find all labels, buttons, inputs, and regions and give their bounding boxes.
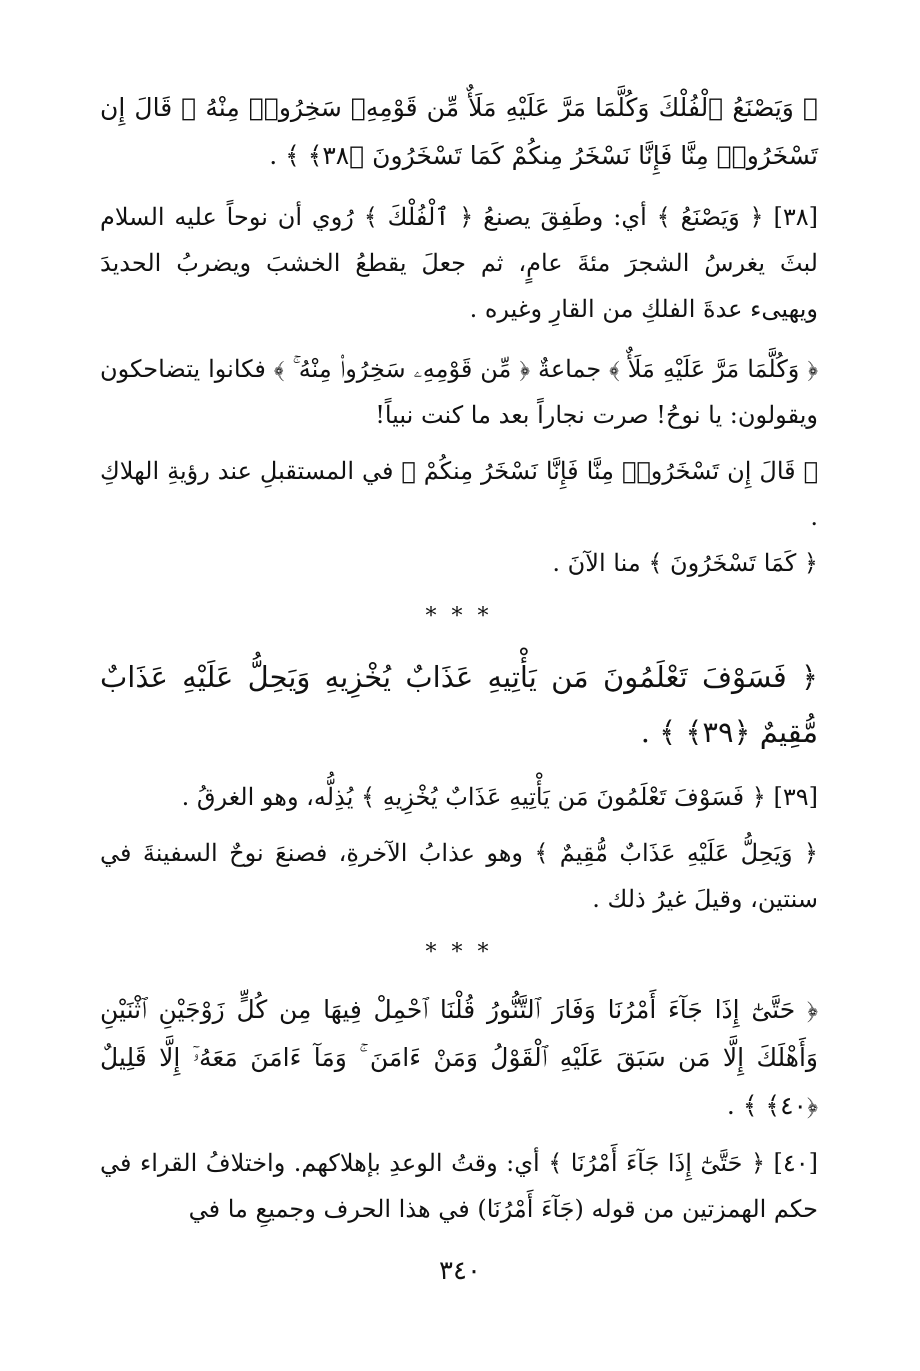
commentary-40: [٤٠] ﴿ حَتَّىٰٓ إِذَا جَآءَ أَمْرُنَا ﴾ أي: وقتُ الوعدِ بإهلاكهم. واختلافُ القراء في حكم الهمزتين من قوله (جَآءَ أَمْرُنَا) في هذا الحرف وجميعِ ما في (100, 1149, 819, 1223)
commentary-38-mockery: ﴿ وَكُلَّمَا مَرَّ عَلَيْهِ مَلَأٌ ﴾ جماعةٌ ﴿ مِّن قَوْمِهِۦ سَخِرُوا۟ مِنْهُ ۚ ﴾ فكانوا يتضاحكون ويقولون: يا نوحُ! صرت نجاراً بعد ما كنت نبياً! (100, 355, 818, 429)
commentary-38: [٣٨] ﴿ وَيَصْنَعُ ﴾ أي: وطَفِقَ يصنعُ ﴿ ٱلْفُلْكَ ﴾ رُوي أن نوحاً عليه السلام لبثَ يغرسُ الشجرَ مئةَ عامٍ، ثم جعلَ يقطعُ الخشبَ ويضربُ الحديدَ ويهيىء عدةَ الفلكِ من القارِ وغيره . (100, 203, 818, 323)
verse-38: ﴿ وَيَصْنَعُ ٱلْفُلْكَ وَكُلَّمَا مَرَّ عَلَيْهِ مَلَأٌ مِّن قَوْمِهِۦ سَخِرُوا۟ مِنْهُ ۚ قَالَ إِن تَسْخَرُوا۟ مِنَّا فَإِنَّا نَسْخَرُ مِنكُمْ كَمَا تَسْخَرُونَ ﴿٣٨﴾ ﴾ . (100, 93, 818, 170)
verse-39: ﴿ فَسَوْفَ تَعْلَمُونَ مَن يَأْتِيهِ عَذَابٌ يُخْزِيهِ وَيَحِلُّ عَلَيْهِ عَذَابٌ مُّقِيمٌ ﴿٣٩﴾ ﴾ . (100, 660, 818, 749)
section-separator: * * * (425, 940, 493, 965)
commentary-39: [٣٩] ﴿ فَسَوْفَ تَعْلَمُونَ مَن يَأْتِيهِ عَذَابٌ يُخْزِيهِ ﴾ يُذِلُّه، وهو الغرقُ . (181, 783, 818, 811)
section-separator: * * * (425, 604, 493, 629)
commentary-38-response: ﴿ قَالَ إِن تَسْخَرُوا۟ مِنَّا فَإِنَّا نَسْخَرُ مِنكُمْ ﴾ في المستقبلِ عند رؤيةِ الهلاكِ . (100, 457, 819, 531)
commentary-38-now: ﴿ كَمَا تَسْخَرُونَ ﴾ منا الآنَ . (552, 549, 818, 577)
page-body (100, 84, 818, 1232)
page-number: ٣٤٠ (439, 1256, 481, 1286)
commentary-39-punishment: ﴿ وَيَحِلُّ عَلَيْهِ عَذَابٌ مُّقِيمٌ ﴾ وهو عذابُ الآخرةِ، فصنعَ نوحٌ السفينةَ في سنتين، وقيلَ غيرُ ذلك . (100, 839, 818, 913)
verse-40: ﴿ حَتَّىٰٓ إِذَا جَآءَ أَمْرُنَا وَفَارَ ٱلتَّنُّورُ قُلْنَا ٱحْمِلْ فِيهَا مِن كُلٍّ زَوْجَيْنِ ٱثْنَيْنِ وَأَهْلَكَ إِلَّا مَن سَبَقَ عَلَيْهِ ٱلْقَوْلُ وَمَنْ ءَامَنَ ۚ وَمَآ ءَامَنَ مَعَهُۥٓ إِلَّا قَلِيلٌ ﴿٤٠﴾ ﴾ . (100, 995, 818, 1120)
